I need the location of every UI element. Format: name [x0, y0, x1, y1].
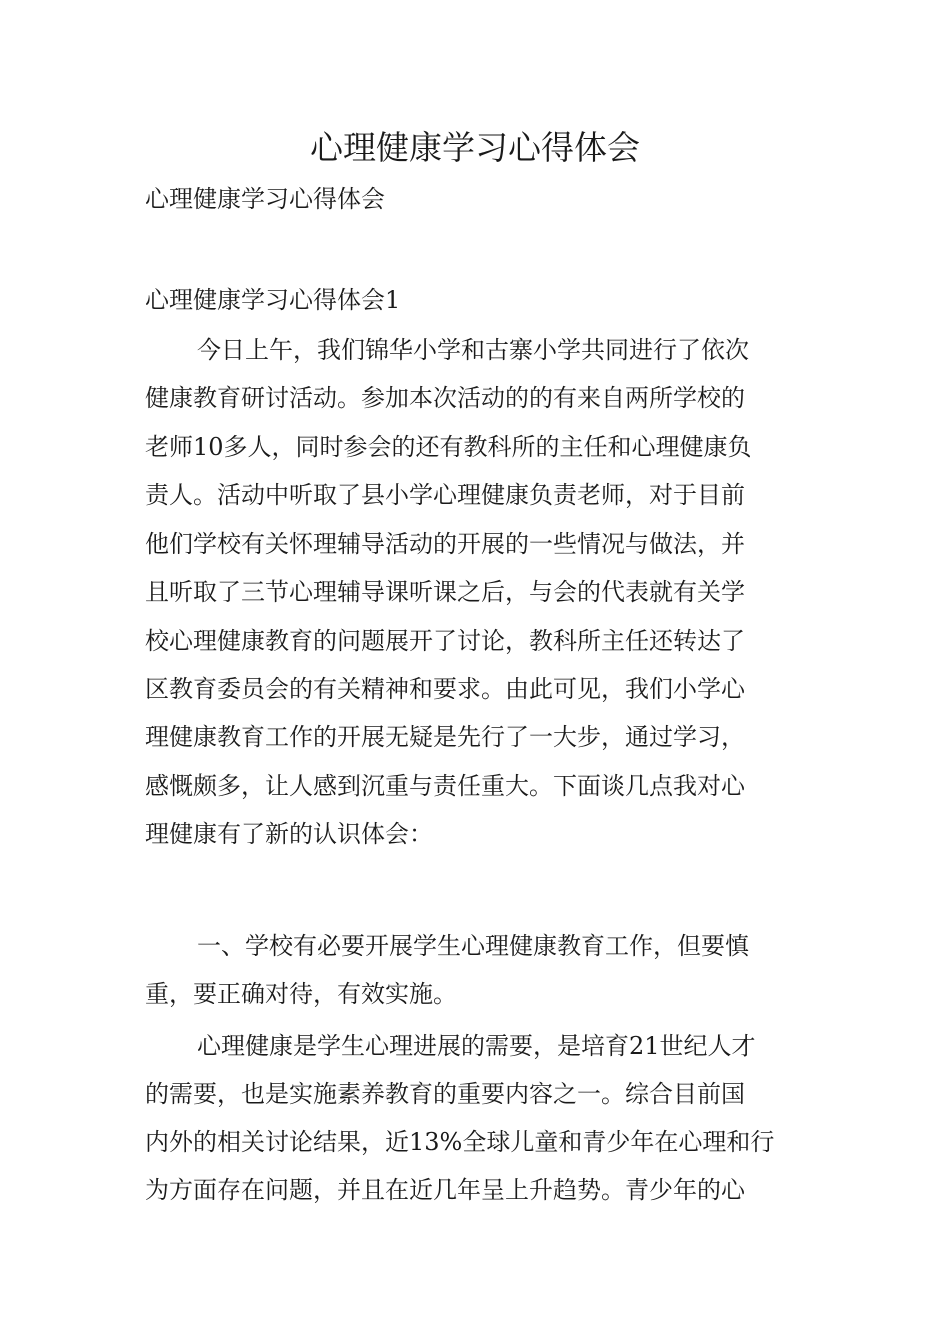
paragraph-2-line: 为方面存在问题，并且在近几年呈上升趋势。青少年的心	[145, 1176, 745, 1204]
paragraph-1-line: 区教育委员会的有关精神和要求。由此可见，我们小学心	[145, 675, 745, 703]
paragraph-1-line: 校心理健康教育的问题展开了讨论，教科所主任还转达了	[145, 627, 745, 655]
paragraph-1-line: 他们学校有关怀理辅导活动的开展的一些情况与做法，并	[145, 530, 745, 558]
paragraph-2-line: 内外的相关讨论结果，近13%全球儿童和青少年在心理和行	[145, 1128, 775, 1156]
document-title: 心理健康学习心得体会	[310, 128, 640, 167]
paragraph-1-line: 今日上午，我们锦华小学和古寨小学共同进行了依次	[197, 336, 749, 364]
paragraph-2-line: 的需要，也是实施素养教育的重要内容之一。综合目前国	[145, 1080, 745, 1108]
paragraph-1-line: 感慨颇多，让人感到沉重与责任重大。下面谈几点我对心	[145, 772, 745, 800]
paragraph-1-line: 健康教育研讨活动。参加本次活动的的有来自两所学校的	[145, 384, 745, 412]
paragraph-1-line: 且听取了三节心理辅导课听课之后，与会的代表就有关学	[145, 578, 745, 606]
point-1-line: 一、学校有必要开展学生心理健康教育工作，但要慎	[197, 932, 749, 960]
paragraph-1-line: 理健康有了新的认识体会：	[145, 820, 433, 848]
paragraph-1-line: 理健康教育工作的开展无疑是先行了一大步，通过学习，	[145, 723, 745, 751]
paragraph-1-line: 责人。活动中听取了县小学心理健康负责老师，对于目前	[145, 481, 745, 509]
paragraph-1-line: 老师10多人，同时参会的还有教科所的主任和心理健康负	[145, 433, 752, 461]
point-1-line: 重，要正确对待，有效实施。	[145, 980, 457, 1008]
document-subtitle: 心理健康学习心得体会	[145, 185, 385, 213]
section-heading: 心理健康学习心得体会1	[145, 286, 401, 314]
paragraph-2-line: 心理健康是学生心理进展的需要，是培育21世纪人才	[197, 1032, 756, 1060]
